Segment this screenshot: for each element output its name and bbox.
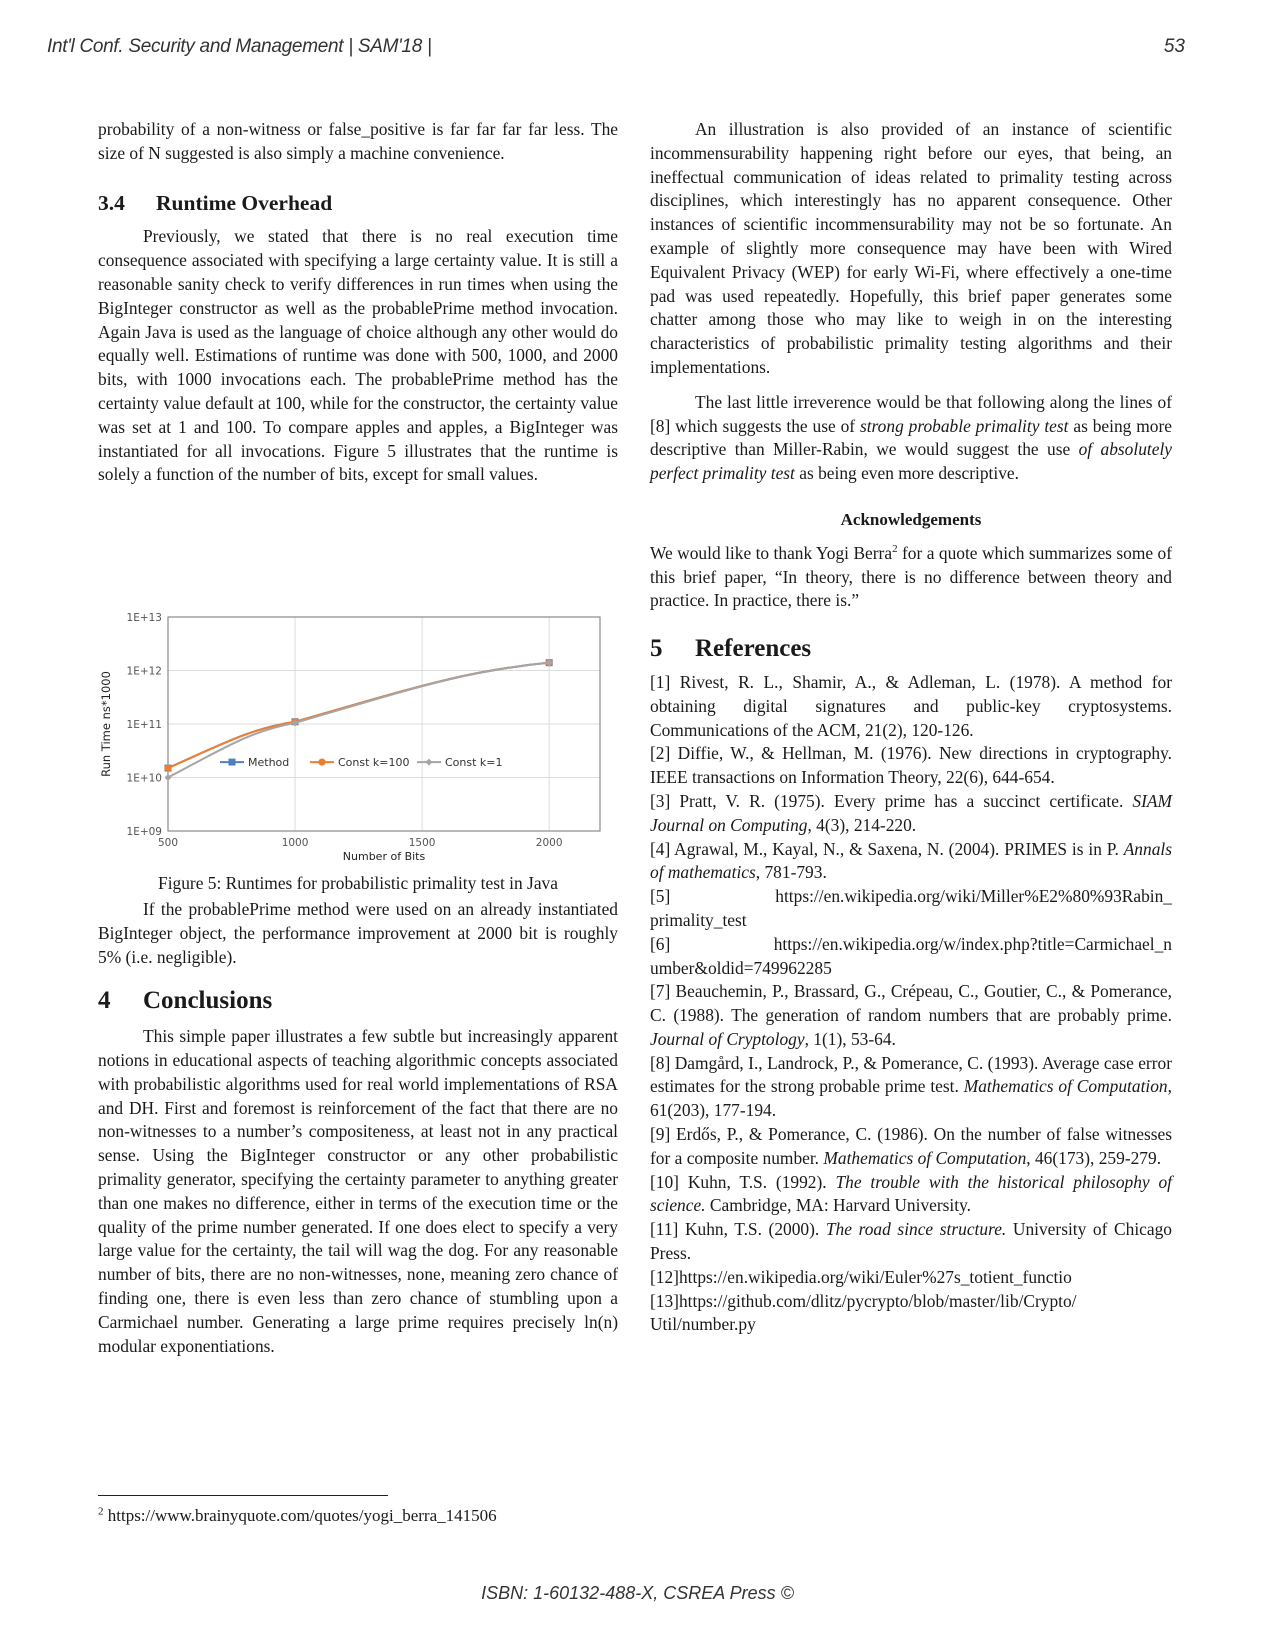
chart-grid [168,617,600,831]
page-number: 53 [1163,36,1185,57]
reference-text: [13]https://github.com/dlitz/pycrypto/blob/master/lib/Crypto/ Util/number.py [650,1290,1077,1335]
reference-item [650,1218,1172,1266]
reference-text: [6] https://en.wikipedia.org/w/index.php?title=Carmichael_n umber&oldid=749962285 [650,933,1172,978]
section-number: 5 [650,635,663,663]
reference-italic: Mathematics of Computation [823,1147,1027,1168]
reference-item [650,933,1172,981]
intro-paragraph: probability of a non-witness or false_positive is far far far far less. The size of N suggested is also simply a machine convenience. [98,119,618,163]
y-axis-label: Run Time ns*1000 [99,671,113,777]
x-axis-ticks [158,837,563,849]
x-axis-label: Number of Bits [342,850,426,863]
page-footer: ISBN: 1-60132-488-X, CSREA Press © [481,1583,794,1603]
section-title: Conclusions [143,987,273,1015]
reference-text: [10] Kuhn, T.S. (1992). [650,1171,836,1192]
reference-text: [4] Agrawal, M., Kayal, N., & Saxena, N. (2004). PRIMES is in P. [650,838,1124,859]
incommensurability-paragraph: An illustration is also provided of an instance of scientific incommensurability happening right before our eyes, that being, an ineffectual communication of ideas related to primality testing across disciplines, which interestingly has no apparent consequence. Other instances of scientific incommensurability may not be so fortunate. An example of slightly more consequence may have been with Wired Equivalent Privacy (WEP) for early Wi-Fi, where effectively a one-time pad was used repeatedly. Hopefully, this brief paper generates some chatter among those who may like to weigh in on the interesting characteristics of probabilistic primality testing algorithms and their implementations. [650,119,1172,377]
y-tick-label: 1E+09 [126,826,162,838]
reference-text: Cambridge, MA: Harvard University. [705,1195,972,1216]
reference-text: , 46(173), 259-279. [1026,1147,1162,1168]
reference-text: [8] Damgård, I., Landrock, P., & Pomerance, C. (1993). Average case error estimates for the strong probable prime test. [650,1052,1172,1097]
series-const-k-100 [164,659,552,772]
text-run: We would like to thank Yogi Berra [650,542,893,563]
y-axis-ticks [127,612,162,838]
svg-text:Method: Method [248,756,290,770]
svg-text:Const k=100: Const k=100 [338,756,410,770]
reference-item [650,1123,1172,1171]
acknowledgements-heading: Acknowledgements [840,509,982,529]
series-method [165,659,553,771]
x-tick-label: 1000 [281,837,309,849]
italic-term: of absolutely perfect primality test [650,439,1173,484]
reference-item [650,1290,1172,1338]
reference-item [650,885,1172,933]
y-tick-label: 1E+13 [126,612,162,624]
reference-text: [7] Beauchemin, P., Brassard, G., Crépeau, C., Goutier, C., & Pomerance, C. (1988). The generation of random numbers that are probably prime. [650,981,1172,1026]
reference-text: University of Chicago Press. [650,1219,1172,1264]
runtime-chart [98,600,618,868]
x-tick-label: 2000 [535,837,563,849]
reference-item [650,838,1172,886]
conclusions-paragraph: This simple paper illustrates a few subtle but increasingly apparent notions in educational aspects of teaching algorithmic concepts associated with probabilistic algorithms used for real world implementations of RSA and DH. First and foremost is reinforcement of the fact that there are no non-witnesses to a number’s compositeness, at least not in any practical sense. Using the BigInteger constructor or any other probabilistic primality generator, specifying the certainty parameter to anything greater than one makes no difference, either in terms of the execution time or the quality of the prime number generated. If one does elect to specify a very large value for the certainty, the tail will wag the dog. For any reasonable number of bits, there are no non-witnesses, none, meaning zero chance of finding one, there is even less than zero chance of stumbling upon a Carmichael number. Generating a large prime requires precisely ln(n) modular exponentiations. [98,1026,618,1356]
legend-entry [220,756,289,769]
reference-item [650,980,1172,1051]
left-column-lower [98,898,618,1358]
text-run: as being more descriptive than Miller-Rabin, we would suggest the use [650,415,1172,460]
reference-text: , 4(3), 214-220. [807,814,917,835]
text-run: as being even more descriptive. [794,463,1019,484]
reference-item [650,1171,1172,1219]
reference-italic: The trouble with the historical philosophy of science. [650,1171,1173,1216]
italic-term: strong probable primality test [859,415,1069,436]
section-heading-4 [98,989,618,1013]
legend-entry [417,756,503,769]
reference-italic: Annals of mathematics [650,838,1172,883]
svg-text:Const k=1: Const k=1 [445,756,503,770]
reference-text: [12]https://en.wikipedia.org/wiki/Euler%27s_totient_functio [650,1266,1072,1287]
conference-title: Int'l Conf. Security and Management | SAM'18 | [47,36,432,57]
y-tick-label: 1E+10 [126,772,162,785]
reference-text: , 61(203), 177-194. [650,1076,1172,1121]
after-figure-paragraph: If the probablePrime method were used on an already instantiated BigInteger object, the performance improvement at 2000 bit is roughly 5% (i.e. negligible). [98,899,618,967]
line-chart [98,600,618,868]
acknowledgements-paragraph [650,542,1172,613]
reference-item [650,1052,1172,1123]
reference-text: [11] Kuhn, T.S. (2000). [650,1219,826,1240]
footnote-number: 2 [98,1505,104,1518]
section-number: 4 [98,987,111,1015]
reference-text: [5] https://en.wikipedia.org/wiki/Miller%E2%80%93Rabin_ primality_test [650,886,1172,930]
section-title: References [695,635,812,663]
reference-text: [1] Rivest, R. L., Shamir, A., & Adleman, L. (1978). A method for obtaining digital signatures and public-key cryptosystems. Communications of the ACM, 21(2), 120-126. [650,671,1172,740]
section-title: Runtime Overhead [156,190,333,215]
right-column [650,118,1172,1337]
reference-italic: Journal of Cryptology [650,1028,805,1049]
reference-item [650,1266,1172,1290]
y-tick-label: 1E+12 [126,665,162,678]
section-number: 3.4 [98,190,125,215]
section-heading-3-4 [98,192,618,216]
x-tick-label: 500 [157,837,179,849]
x-tick-label: 1500 [408,837,436,849]
reference-text: [9] Erdős, P., & Pomerance, C. (1986). On the number of false witnesses for a composite number. [650,1124,1172,1168]
text-run: for a quote which summarizes some of this brief paper, “In theory, there is no difference between theory and practice. In practice, there is.” [650,542,1173,611]
footnote-marker: 2 [892,542,898,555]
reference-item [650,671,1172,742]
reference-list [650,671,1172,1337]
section-heading-5 [650,637,1172,661]
chart-legend [220,756,503,769]
reference-text: , 781-793. [755,862,827,883]
footnote-divider [98,1495,388,1496]
figure-caption: Figure 5: Runtimes for probabilistic primality test in Java [158,873,558,893]
y-tick-label: 1E+11 [126,719,162,731]
reference-text: , 1(1), 53-64. [804,1028,896,1049]
runtime-paragraph: Previously, we stated that there is no real execution time consequence associated with specifying a large certainty value. It is still a reasonable sanity check to verify differences in run times when using the BigInteger constructor as well as the probablePrime method invocation. Again Java is used as the language of choice although any other would do equally well. Estimations of runtime was done with 500, 1000, and 2000 bits, with 1000 invocations each. The probablePrime method has the certainty value default at 100, while for the constructor, the certainty value was set at 1 and 100. To compare apples and apples, a BigInteger was instantiated for all invocations. Figure 5 illustrates that the runtime is solely a function of the number of bits, except for small values. [98,226,618,485]
reference-italic: Mathematics of Computation [963,1076,1168,1097]
footnote [98,1506,497,1526]
reference-text: [3] Pratt, V. R. (1975). Every prime has a succinct certificate. [650,790,1133,811]
reference-item [650,742,1172,790]
footnote-url[interactable]: https://www.brainyquote.com/quotes/yogi_berra_141506 [103,1506,497,1525]
legend-entry [310,756,410,769]
irreverence-paragraph [650,391,1172,486]
reference-italic: The road since structure. [825,1219,1007,1240]
left-column [98,118,618,487]
reference-item [650,790,1172,838]
reference-text: [2] Diffie, W., & Hellman, M. (1976). New directions in cryptography. IEEE transactions on Information Theory, 22(6), 644-654. [650,743,1172,788]
reference-italic: SIAM Journal on Computing [650,790,1172,835]
text-run: The last little irreverence would be that following along the lines of [8] which suggests the use of [650,391,1172,436]
